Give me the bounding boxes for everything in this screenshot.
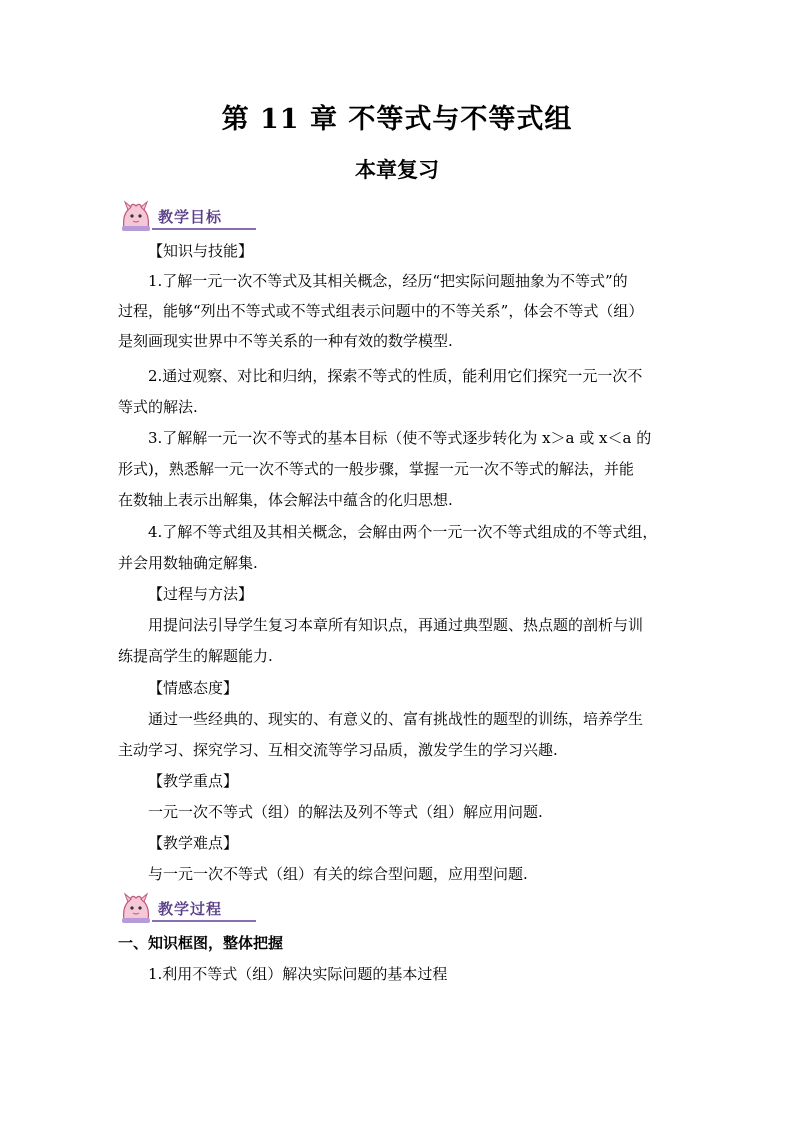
paragraph-line: 主动学习、探究学习、互相交流等学习品质，激发学生的学习兴趣. (118, 741, 558, 759)
mascot-icon (118, 892, 154, 926)
paragraph-line: 2.通过观察、对比和归纳，探索不等式的性质，能利用它们探究一元一次不 (148, 367, 643, 385)
paragraph-line: 一元一次不等式（组）的解法及列不等式（组）解应用问题. (148, 803, 543, 821)
chapter-subtitle: 本章复习 (355, 157, 439, 182)
chapter-title: 第 11 章 不等式与不等式组 (221, 104, 573, 135)
paragraph-line: 4.了解不等式组及其相关概念，会解由两个一元一次不等式组成的不等式组， (148, 523, 658, 541)
paragraph-line: 1.了解一元一次不等式及其相关概念，经历“把实际问题抽象为不等式”的 (148, 272, 628, 290)
mascot-icon (118, 200, 154, 234)
process-method-heading: 【过程与方法】 (148, 585, 254, 603)
knowledge-skill-heading: 【知识与技能】 (148, 242, 254, 260)
difficulties-heading: 【教学难点】 (148, 834, 239, 852)
objectives-label (152, 206, 256, 230)
section-heading: 一、知识框图，整体把握 (118, 934, 284, 952)
paragraph-line: 3.了解解一元一次不等式的基本目标（使不等式逐步转化为 x＞a 或 x＜a 的 (148, 429, 652, 447)
paragraph-line: 用提问法引导学生复习本章所有知识点，再通过典型题、热点题的剖析与训 (148, 616, 644, 634)
paragraph-line: 并会用数轴确定解集. (118, 554, 258, 572)
objectives-banner (118, 200, 258, 234)
paragraph-line: 在数轴上表示出解集，体会解法中蕴含的化归思想. (118, 491, 453, 509)
attitude-heading: 【情感态度】 (148, 679, 239, 697)
paragraph-line: 练提高学生的解题能力. (118, 647, 273, 665)
paragraph-line: 通过一些经典的、现实的、有意义的、富有挑战性的题型的训练，培养学生 (148, 710, 644, 728)
process-text: 教学过程 (158, 900, 223, 918)
objectives-text: 教学目标 (158, 208, 223, 226)
key-points-heading: 【教学重点】 (148, 772, 239, 790)
paragraph-line: 形式)，熟悉解一元一次不等式的一般步骤，掌握一元一次不等式的解法，并能 (118, 460, 634, 478)
paragraph-line: 是刻画现实世界中不等关系的一种有效的数学模型. (118, 332, 453, 350)
process-label (152, 898, 256, 922)
process-banner (118, 892, 258, 926)
paragraph-line: 与一元一次不等式（组）有关的综合型问题，应用型问题. (148, 865, 528, 883)
paragraph-line: 1.利用不等式（组）解决实际问题的基本过程 (148, 965, 448, 983)
paragraph-line: 等式的解法. (118, 398, 198, 416)
paragraph-line: 过程，能够“列出不等式或不等式组表示问题中的不等关系”，体会不等式（组） (118, 302, 644, 320)
